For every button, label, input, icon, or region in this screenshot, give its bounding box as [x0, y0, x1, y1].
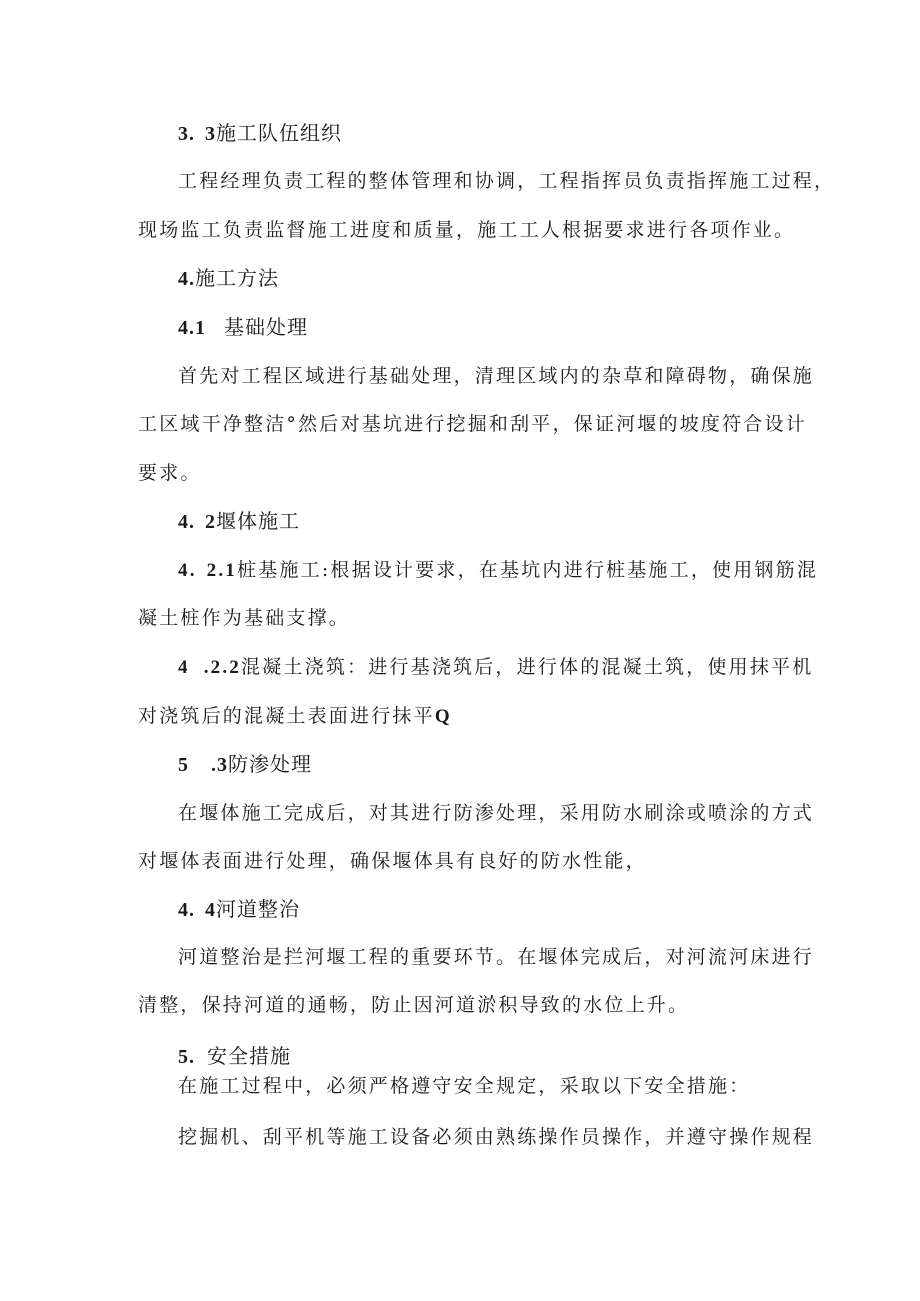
paragraph-line: 在施工过程中，必须严格遵守安全规定，采取以下安全措施： — [178, 1075, 751, 1097]
heading-title: 河道整治 — [216, 897, 300, 921]
paragraph-4-2-2-line1 — [178, 655, 813, 680]
item-number: 4. — [178, 560, 197, 581]
heading-5-3 — [178, 752, 312, 777]
heading-number: 4. — [178, 511, 195, 533]
paragraph-line: 凝土桩作为基础支撑。 — [138, 607, 351, 629]
paragraph-line: 工区域干净整洁°然后对基坑进行挖掘和刮平，保证河堰的坡度符合设计 — [138, 413, 807, 435]
item-number-part: 2.1 — [206, 560, 238, 581]
paragraph-line: 挖掘机、刮平机等施工设备必须由熟练操作员操作，并遵守操作规程 — [178, 1126, 815, 1148]
heading-number-part: 3 — [205, 123, 216, 145]
heading-title: 防渗处理 — [228, 752, 312, 776]
paragraph-line: 首先对工程区域进行基础处理，清理区域内的杂草和障碍物，确保施 — [178, 365, 815, 387]
heading-4-1 — [178, 315, 308, 340]
heading-title: 堰体施工 — [216, 509, 300, 533]
paragraph-line: 现场监工负责监督施工进度和质量，施工工人根据要求进行各项作业。 — [138, 219, 796, 241]
paragraph-line: 工程经理负责工程的整体管理和协调，工程指挥员负责指挥施工过程， — [178, 170, 836, 192]
heading-title: 施工队伍组织 — [216, 121, 342, 145]
paragraph-line: 河道整治是拦河堰工程的重要环节。在堰体完成后，对河流河床进行 — [178, 946, 815, 968]
heading-number-part: 2 — [205, 511, 216, 533]
heading-number: 4.1 — [178, 317, 206, 339]
paragraph-line: 清整，保持河道的通畅，防止因河道淤积导致的水位上升。 — [138, 994, 690, 1016]
item-tail: Q — [434, 706, 452, 727]
paragraph-4-2-2-line2 — [138, 704, 452, 729]
heading-4-2 — [178, 509, 300, 534]
heading-number: 5 — [178, 754, 189, 776]
paragraph-line: 对堰体表面进行处理，确保堰体具有良好的防水性能， — [138, 850, 647, 872]
paragraph-4-2-1-line1 — [178, 558, 818, 583]
heading-number: 5. — [178, 1046, 195, 1068]
heading-number: 4. — [178, 899, 195, 921]
item-number-part: .2.2 — [203, 657, 242, 678]
heading-title: 施工方法 — [195, 266, 279, 290]
heading-number: 4. — [178, 268, 195, 290]
paragraph-line: 要求。 — [138, 462, 202, 484]
heading-title: 安全措施 — [207, 1044, 291, 1068]
heading-number-part: 4 — [205, 899, 216, 921]
heading-title: 基础处理 — [224, 315, 308, 339]
item-number: 4 — [178, 657, 190, 678]
paragraph-line: 在堰体施工完成后，对其进行防渗处理，采用防水刷涂或喷涂的方式 — [178, 802, 815, 824]
item-text: 混凝土浇筑：进行基浇筑后，进行体的混凝土筑，使用抹平机 — [241, 656, 814, 678]
heading-3-3 — [178, 121, 342, 146]
heading-number-part: .3 — [211, 754, 228, 776]
heading-5 — [178, 1044, 291, 1069]
heading-4 — [178, 266, 279, 291]
heading-4-4 — [178, 897, 300, 922]
heading-number: 3. — [178, 123, 195, 145]
item-text: 桩基施工:根据设计要求，在基坑内进行桩基施工，使用钢筋混 — [237, 559, 819, 581]
item-text: 对浇筑后的混凝土表面进行抹平 — [138, 705, 435, 727]
